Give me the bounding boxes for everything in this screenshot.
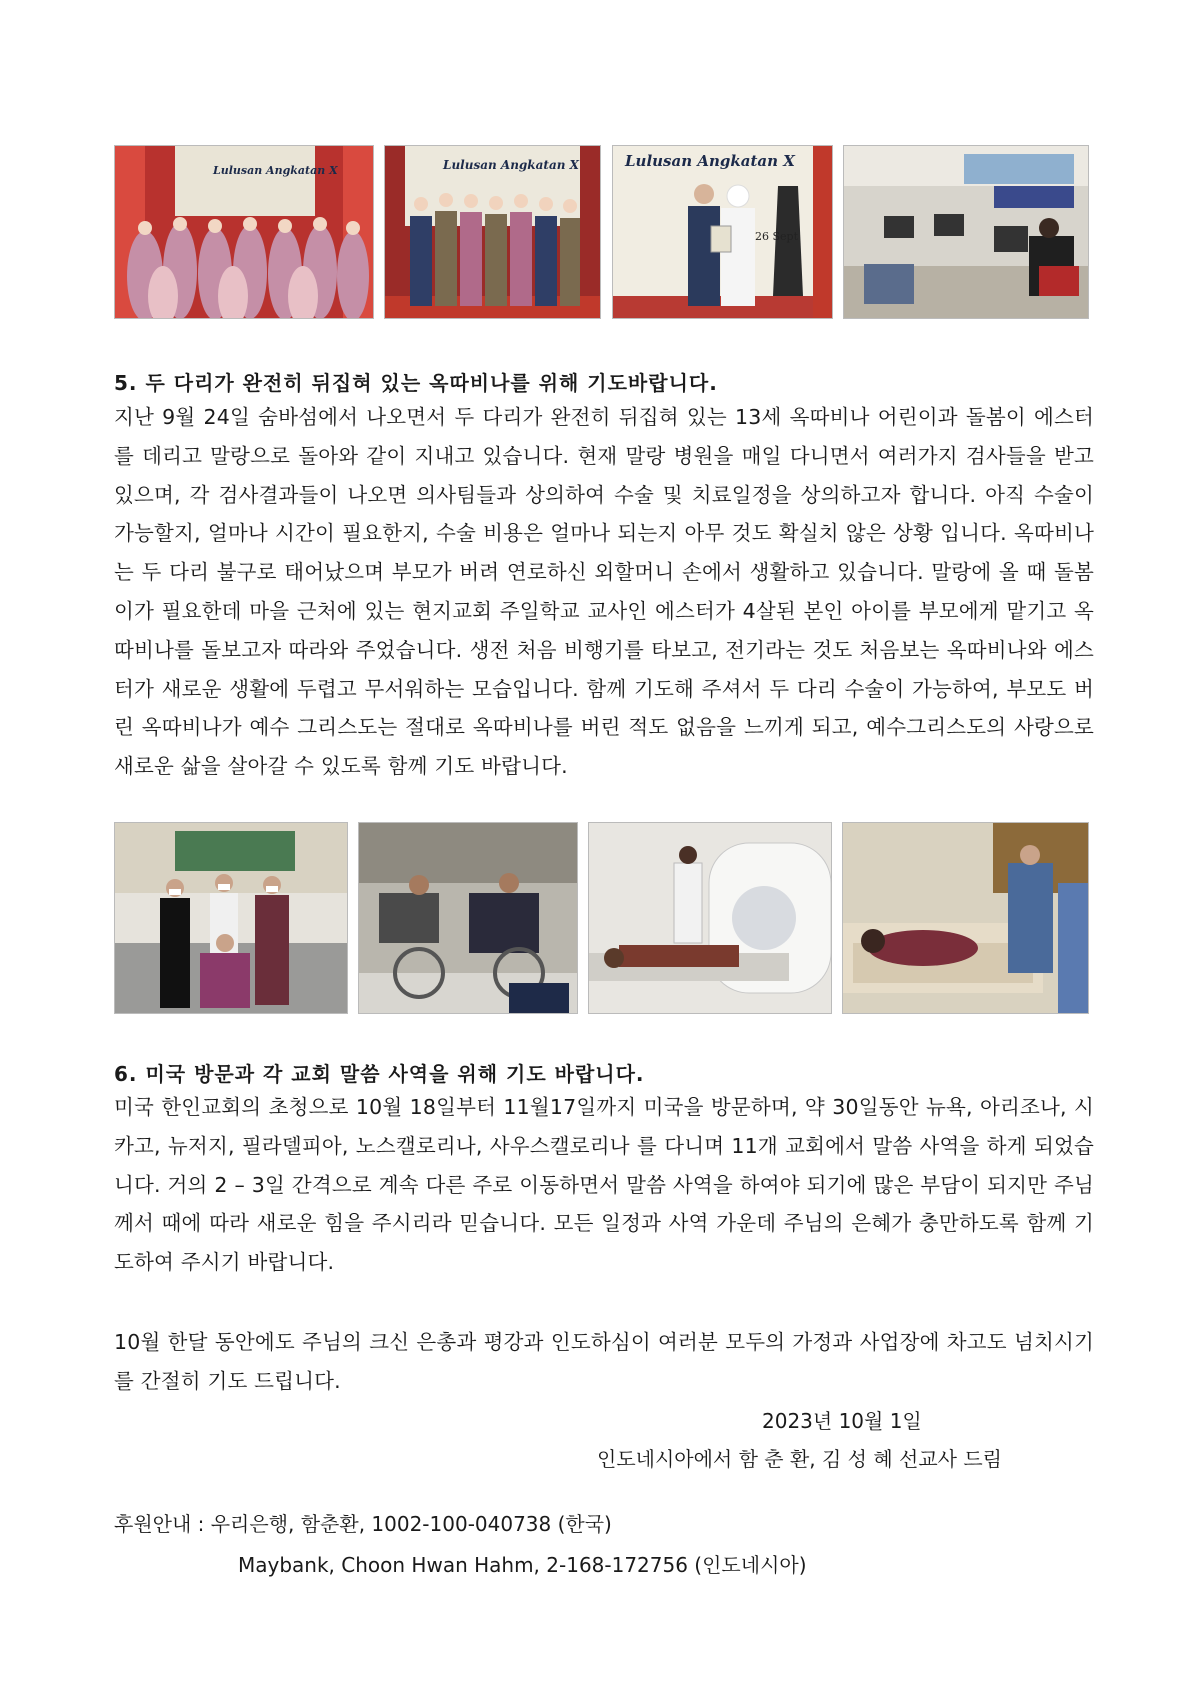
support-line-2: Maybank, Choon Hwan Hahm, 2-168-172756 (인도네시아) [238, 1553, 807, 1577]
graduation-group-photo [114, 145, 374, 319]
graduation-guests-photo [384, 145, 601, 319]
date-text: 26 Sept [755, 230, 799, 243]
support-line-1: 후원안내 : 우리은행, 함춘환, 1002-100-040738 (한국) [114, 1512, 612, 1536]
section-5-heading: 5. 두 다리가 완전히 뒤집혀 있는 옥따비나를 위해 기도바랍니다. [114, 371, 718, 395]
wheelchair-waiting-photo [358, 822, 578, 1014]
section-5-text: 지난 9월 24일 숨바섬에서 나오면서 두 다리가 완전히 뒤집혀 있는 13세 옥따비나 어린이과 돌봄이 에스터를 데리고 말랑으로 돌아와 같이 지내고 있습니다. 현재 말랑 병원을 매일 다니면서 여러가지 검사들을 받고 있으며, 각 검사결과들이 나오면 의사팀들과 상의하여 수술 및 치료일정을 상의하고자 합니다. 아직 수술이 가능할지, 얼마나 시간이 필요한지, 수술 비용은 얼마나 되는지 아무 것도 확실치 않은 상황 입니다. 옥따비나는 두 다리 불구로 태어났으며 부모가 버려 연로하신 외할머니 손에서 생활하고 있습니다. 말랑에 올 때 돌봄이가 필요한데 마을 근처에 있는 현지교회 주일학교 교사인 에스터가 4살된 본인 아이를 부모에게 맡기고 옥따비나를 돌보고자 따라와 주었습니다. 생전 처음 비행기를 타보고, 전기라는 것도 처음보는 옥따비나와 에스터가 새로운 생활에 두렵고 무서워하는 모습입니다. 함께 기도해 주셔서 두 다리 수술이 가능하여, 부모도 버린 옥따비나가 예수 그리스도는 절대로 옥따비나를 버린 적도 없음을 느끼게 되고, 예수그리스도의 사랑으로 새로운 삶을 살아갈 수 있도록 함께 기도 바랍니다. [114, 405, 1094, 779]
hospital-lobby-photo [114, 822, 348, 1014]
section-5-body [114, 398, 1094, 786]
certificate-presentation-photo [612, 145, 833, 319]
banner-text: Lulusan Angkatan X [443, 158, 579, 172]
banner-text: Lulusan Angkatan X [625, 152, 795, 170]
hospital-bed-photo [842, 822, 1089, 1014]
closing-body [114, 1323, 1094, 1401]
section-6-heading: 6. 미국 방문과 각 교회 말씀 사역을 위해 기도 바랍니다. [114, 1062, 645, 1086]
closing-text: 10월 한달 동안에도 주님의 크신 은총과 평강과 인도하심이 여러분 모두의 가정과 사업장에 차고도 넘치시기를 간절히 기도 드립니다. [114, 1330, 1094, 1393]
computer-classroom-photo [843, 145, 1089, 319]
section-6-text: 미국 한인교회의 초청으로 10월 18일부터 11월17일까지 미국을 방문하며, 약 30일동안 뉴욕, 아리조나, 시카고, 뉴저지, 필라델피아, 노스캘로리나, 사우스캘로리나 를 다니며 11개 교회에서 말씀 사역을 하게 되었습니다. 거의 2 – 3일 간격으로 계속 다른 주로 이동하면서 말씀 사역을 하여야 되기에 많은 부담이 되지만 주님께서 때에 따라 새로운 힘을 주시리라 믿습니다. 모든 일정과 사역 가운데 주님의 은혜가 충만하도록 함께 기도하여 주시기 바랍니다. [114, 1095, 1094, 1275]
banner-text: Lulusan Angkatan X [213, 164, 338, 177]
ct-scan-photo [588, 822, 832, 1014]
letter-signature: 인도네시아에서 함 춘 환, 김 성 혜 선교사 드림 [597, 1447, 1002, 1471]
section-6-body [114, 1088, 1094, 1282]
letter-date: 2023년 10월 1일 [762, 1409, 922, 1433]
